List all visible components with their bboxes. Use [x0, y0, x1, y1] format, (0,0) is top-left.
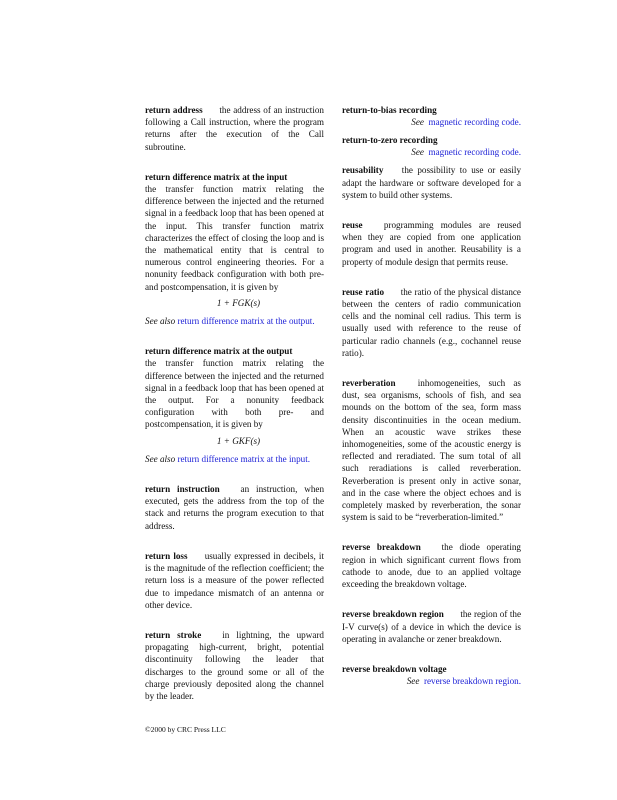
- formula: 1 + GKF(s): [216, 435, 261, 446]
- entry-definition: the ratio of the physical distance between the centers of radio communication cells and the nominal cell radius. This term is usually used with reference to the reuse of particular radio channels (e.g., cochannel reuse ratio).: [342, 286, 521, 358]
- entry-term: return loss: [145, 550, 188, 561]
- entry-term: reverse breakdown: [342, 542, 421, 553]
- entry-term: return instruction: [145, 484, 220, 495]
- copyright-footer: ©2000 by CRC Press LLC: [145, 725, 226, 734]
- right-column: [342, 104, 521, 693]
- entry-definition: the region of the I-V curve(s) of a device in which the device is operating in avalanche or zener breakdown.: [342, 609, 521, 644]
- cross-reference-link[interactable]: return difference matrix at the input.: [177, 453, 311, 464]
- entry-reverse-breakdown-voltage: [342, 663, 521, 687]
- entry-definition: the diode operating region in which significant current flows from cathode to anode, due to an applied voltage exceeding the breakdown voltage.: [342, 542, 521, 590]
- see-also-label: See also: [145, 453, 176, 464]
- entry-term: reverse breakdown voltage: [342, 663, 447, 674]
- entry-term: return difference matrix at the output: [145, 346, 293, 357]
- entry-definition: usually expressed in decibels, it is the magnitude of the reflection coefficient; the return loss is a measure of the power reflected due to impedance mismatch of an antenna or other device.: [145, 550, 324, 610]
- entry-return-stroke: [145, 629, 324, 702]
- entry-term: reusability: [342, 165, 384, 176]
- entry-reuse-ratio: [342, 286, 521, 359]
- entry-term: reverse breakdown region: [342, 609, 444, 620]
- see-reference: [407, 675, 521, 687]
- entry-reverse-breakdown-region: [342, 608, 521, 645]
- see-reference: [411, 116, 521, 128]
- entry-reuse: [342, 219, 521, 268]
- see-reference: [411, 146, 521, 158]
- entry-definition: the address of an instruction following a Call instruction, where the program returns after the execution of the Call subroutine.: [145, 105, 324, 152]
- entry-return-difference-matrix-input: [145, 171, 324, 327]
- cross-reference-link[interactable]: magnetic recording code.: [428, 147, 521, 158]
- see-also-label: See also: [145, 316, 176, 327]
- entry-definition: an instruction, when executed, gets the address from the top of the stack and returns the program execution to that address.: [145, 484, 325, 531]
- entry-return-loss: [145, 550, 324, 611]
- entry-definition: the possibility to use or easily adapt the hardware or software developed for a system to build other systems.: [342, 165, 522, 200]
- entry-return-to-zero-recording: [342, 134, 521, 158]
- entry-definition: in lightning, the upward propagating high-current, bright, potential discontinuity following the leader that discharges to the ground some or all of the charge previously deposited along the channel by the leader.: [145, 629, 324, 701]
- left-column: [145, 104, 324, 720]
- see-label: See: [411, 117, 424, 128]
- entry-reverberation: [342, 377, 521, 523]
- entry-term: reverberation: [342, 378, 396, 389]
- entry-term: return address: [145, 105, 203, 115]
- formula: 1 + FGK(s): [216, 297, 261, 308]
- entry-term: return-to-zero recording: [342, 135, 438, 146]
- see-also: [145, 453, 324, 465]
- see-label: See: [411, 147, 424, 158]
- entry-return-address: [145, 104, 324, 153]
- entry-definition: the transfer function matrix relating the difference between the injected and the returned signal in a feedback loop that has been opened at the input. This transfer function matrix characterizes the effect of closing the loop and is the mathematical entity that is central to numerous control engineering theories. For a nonunity feedback configuration with both pre- and postcompensation, it is given by: [145, 184, 324, 292]
- entry-term: reuse ratio: [342, 286, 385, 297]
- entry-term: return-to-bias recording: [342, 105, 437, 115]
- entry-term: reuse: [342, 220, 363, 231]
- entry-reusability: [342, 164, 521, 201]
- see-label: See: [406, 676, 420, 687]
- entry-term: return difference matrix at the input: [145, 171, 288, 182]
- entry-term: return stroke: [145, 629, 202, 640]
- entry-return-to-bias-recording: [342, 104, 521, 128]
- entry-return-instruction: [145, 483, 324, 532]
- entry-definition: programming modules are reused when they are copied from one application program and used in another. Reusability is a property of module design that permits reuse.: [342, 220, 522, 267]
- cross-reference-link[interactable]: return difference matrix at the output.: [177, 316, 315, 327]
- entry-definition: inhomogeneities, such as dust, sea organisms, schools of fish, and sea mounds on the bottom of the sea, form mass density discontinuities in the ocean medium. When an acoustic wave strikes these inhomogeneities, some of the acoustic energy is reflected and reradiated. The sum total of all such reradiations is called reverberation. Reverberation is present only in active sonar, and in the case where the object echoes and is completely masked by reverberation, the sonar system is said to be “reverberation-limited.”: [342, 378, 521, 523]
- see-also: [145, 315, 324, 327]
- cross-reference-link[interactable]: magnetic recording code.: [428, 117, 521, 128]
- entry-return-difference-matrix-output: [145, 345, 324, 465]
- entry-definition: the transfer function matrix relating the difference between the injected and the returned signal in a feedback loop that has been opened at the output. For a nonunity feedback configuration with both pre- and postcompensation, it is given by: [145, 358, 324, 430]
- cross-reference-link[interactable]: reverse breakdown region.: [423, 676, 521, 687]
- entry-reverse-breakdown: [342, 541, 521, 590]
